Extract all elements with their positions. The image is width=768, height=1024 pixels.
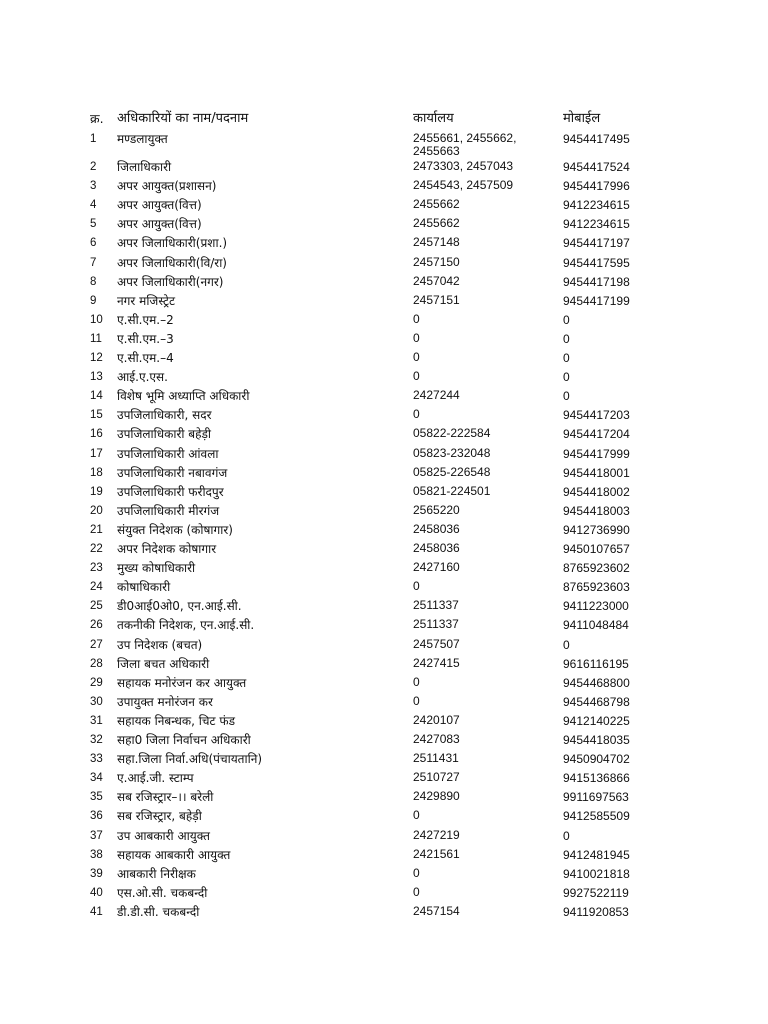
serial-number-cell: 25 (90, 600, 103, 613)
office-phone-cell: 2457154 (413, 903, 460, 918)
officer-name-cell: कोषाधिकारी (117, 580, 171, 595)
table-row (0, 389, 768, 408)
serial-number-cell: 17 (90, 447, 103, 460)
serial-number-cell: 36 (90, 810, 103, 823)
table-row (0, 733, 768, 752)
officer-name-cell: आई.ए.एस. (117, 370, 168, 385)
table-row (0, 131, 768, 158)
office-phone-cell: 0 (413, 579, 420, 594)
officer-name-cell: ए.आई.जी. स्टाम्प (117, 771, 194, 786)
serial-number-cell: 41 (90, 905, 103, 918)
officer-name-cell: अपर जिलाधिकारी(प्रशा.) (117, 236, 228, 251)
serial-number-cell: 22 (90, 543, 103, 555)
officer-name-cell: सहा0 जिला निर्वाचन अधिकारी (117, 733, 251, 747)
mobile-number-cell: 9412140225 (563, 713, 630, 728)
office-phone-cell: 2455662 (413, 197, 460, 212)
table-row (0, 198, 768, 217)
officer-name-cell: ए.सी.एम.–2 (117, 312, 174, 327)
serial-number-cell: 32 (90, 734, 103, 746)
office-phone-cell: 0 (413, 884, 420, 899)
mobile-number-cell: 0 (563, 370, 570, 385)
table-row (0, 618, 768, 637)
table-row (0, 236, 768, 255)
mobile-number-cell: 9927522119 (563, 885, 629, 900)
office-phone-cell: 2420107 (413, 712, 460, 727)
table-row (0, 332, 768, 351)
table-row (0, 294, 768, 313)
office-phone-cell: 0 (413, 311, 420, 326)
serial-number-cell: 39 (90, 867, 103, 880)
officer-name-cell: तकनीकी निदेशक, एन.आई.सी. (117, 618, 255, 633)
office-phone-cell: 2455661, 2455662, 2455663 (413, 131, 517, 158)
mobile-number-cell: 9454417996 (563, 179, 630, 194)
mobile-number-cell: 0 (563, 351, 570, 365)
serial-number-cell: 24 (90, 581, 103, 594)
table-row (0, 848, 768, 867)
table-row (0, 370, 768, 389)
officer-name-cell: उपजिलाधिकारी फरीदपुर (117, 484, 224, 499)
table-row (0, 638, 768, 657)
serial-number-cell: 37 (90, 829, 103, 842)
mobile-number-cell: 0 (563, 389, 570, 404)
mobile-number-cell: 9454418003 (563, 503, 630, 518)
office-phone-cell: 0 (413, 369, 420, 384)
officer-name-cell: एस.ओ.सी. चकबन्दी (117, 885, 208, 900)
table-row (0, 313, 768, 332)
office-phone-cell: 2455662 (413, 216, 460, 231)
table-row (0, 599, 768, 618)
officer-name-cell: डी0आई0ओ0, एन.आई.सी. (117, 599, 242, 614)
table-row (0, 886, 768, 905)
office-phone-cell: 2565220 (413, 502, 460, 517)
mobile-number-cell: 9450904702 (563, 752, 630, 767)
serial-number-cell: 20 (90, 504, 103, 517)
mobile-number-cell: 9454417495 (563, 132, 630, 146)
office-phone-cell: 2511431 (413, 751, 459, 766)
serial-number-cell: 12 (90, 352, 103, 364)
mobile-number-cell: 9454418002 (563, 484, 630, 499)
mobile-number-cell: 9411048484 (563, 618, 629, 633)
office-phone-cell: 2427160 (413, 560, 460, 575)
header-mobile: मोबाईल (563, 111, 601, 126)
office-phone-cell: 0 (413, 865, 420, 880)
office-phone-cell: 2457042 (413, 273, 460, 288)
serial-number-cell: 34 (90, 772, 103, 785)
mobile-number-cell: 9415136866 (563, 771, 630, 786)
mobile-number-cell: 9412234615 (563, 217, 630, 232)
serial-number-cell: 33 (90, 753, 103, 766)
table-row (0, 160, 768, 179)
officer-name-cell: ए.सी.एम.–3 (117, 331, 174, 346)
serial-number-cell: 4 (90, 199, 97, 212)
serial-number-cell: 6 (90, 237, 97, 250)
table-row (0, 790, 768, 809)
mobile-number-cell: 0 (563, 312, 570, 327)
mobile-number-cell: 8765923603 (563, 580, 630, 595)
office-phone-cell: 0 (413, 674, 420, 689)
office-phone-cell: 05822-222584 (413, 426, 491, 441)
mobile-number-cell: 8765923602 (563, 561, 630, 576)
office-phone-cell: 0 (413, 693, 420, 708)
mobile-number-cell: 0 (563, 637, 570, 652)
table-row (0, 485, 768, 504)
officer-name-cell: सहा.जिला निर्वा.अधि(पंचायतानि) (117, 752, 263, 767)
officer-name-cell: अपर जिलाधिकारी(नगर) (117, 274, 224, 289)
serial-number-cell: 31 (90, 714, 103, 727)
mobile-number-cell: 9911697563 (563, 790, 629, 805)
mobile-number-cell: 0 (563, 828, 570, 843)
serial-number-cell: 40 (90, 886, 103, 899)
office-phone-cell: 2458036 (413, 541, 460, 555)
office-phone-cell: 0 (413, 350, 420, 364)
serial-number-cell: 27 (90, 638, 103, 651)
table-row (0, 676, 768, 695)
table-row (0, 695, 768, 714)
table-row (0, 523, 768, 542)
officer-name-cell: उपजिलाधिकारी बहेड़ी (117, 427, 212, 442)
table-row (0, 447, 768, 466)
table-row (0, 905, 768, 924)
office-phone-cell: 2429890 (413, 789, 460, 804)
mobile-number-cell: 9454417197 (563, 236, 630, 251)
table-row (0, 275, 768, 294)
table-row (0, 351, 768, 370)
mobile-number-cell: 9411223000 (563, 599, 629, 614)
table-row (0, 427, 768, 446)
serial-number-cell: 23 (90, 562, 103, 575)
office-phone-cell: 0 (413, 407, 420, 422)
table-row (0, 256, 768, 275)
office-phone-cell: 2457150 (413, 254, 460, 269)
mobile-number-cell: 0 (563, 331, 570, 346)
serial-number-cell: 30 (90, 695, 103, 708)
mobile-number-cell: 9454417999 (563, 446, 630, 461)
mobile-number-cell: 9450107657 (563, 542, 630, 556)
office-phone-cell: 2427083 (413, 732, 460, 746)
serial-number-cell: 19 (90, 485, 103, 498)
officer-name-cell: सहायक मनोरंजन कर आयुक्त (117, 675, 247, 690)
officer-name-cell: आबकारी निरीक्षक (117, 866, 196, 881)
serial-number-cell: 8 (90, 275, 97, 288)
serial-number-cell: 28 (90, 657, 103, 670)
serial-number-cell: 35 (90, 791, 103, 804)
officer-name-cell: उपजिलाधिकारी मीरगंज (117, 503, 220, 518)
office-phone-cell: 05823-232048 (413, 445, 491, 460)
serial-number-cell: 21 (90, 523, 103, 536)
serial-number-cell: 18 (90, 466, 103, 479)
office-phone-cell: 2473303, 2457043 (413, 159, 514, 173)
mobile-number-cell: 9454417203 (563, 408, 630, 423)
table-row (0, 504, 768, 523)
office-phone-cell: 2458036 (413, 521, 460, 536)
officer-name-cell: ए.सी.एम.–4 (117, 351, 174, 365)
office-phone-cell: 2457507 (413, 636, 460, 651)
table-row (0, 809, 768, 828)
mobile-number-cell: 9411920853 (563, 904, 629, 919)
header-officer-name: अधिकारियों का नाम/पदनाम (117, 111, 249, 126)
header-office-phone: कार्यालय (413, 111, 454, 126)
table-row (0, 542, 768, 561)
table-row (0, 408, 768, 427)
table-row (0, 752, 768, 771)
officer-name-cell: उपजिलाधिकारी, सदर (117, 408, 212, 423)
table-row (0, 179, 768, 198)
mobile-number-cell: 9616116195 (563, 656, 629, 671)
officer-name-cell: अपर निदेशक कोषागार (117, 542, 217, 556)
officer-name-cell: उप निदेशक (बचत) (117, 637, 203, 652)
office-phone-cell: 2427219 (413, 827, 460, 842)
office-phone-cell: 2427415 (413, 655, 460, 670)
officer-name-cell: जिला बचत अधिकारी (117, 656, 210, 671)
officer-name-cell: अपर जिलाधिकारी(वि/रा) (117, 255, 227, 270)
serial-number-cell: 29 (90, 676, 103, 689)
office-phone-cell: 2454543, 2457509 (413, 178, 514, 193)
officer-name-cell: सब रजिस्ट्रार, बहेड़ी (117, 809, 202, 824)
table-row (0, 714, 768, 733)
header-serial-number: क्र. (90, 111, 104, 126)
table-row (0, 466, 768, 485)
office-phone-cell: 2427244 (413, 388, 460, 403)
officer-name-cell: अपर आयुक्त(प्रशासन) (117, 179, 217, 194)
officer-name-cell: जिलाधिकारी (117, 160, 172, 174)
table-row (0, 867, 768, 886)
office-phone-cell: 0 (413, 330, 420, 345)
office-phone-cell: 2457151 (413, 292, 460, 307)
table-row (0, 580, 768, 599)
officer-name-cell: मण्डलायुक्त (117, 132, 168, 146)
mobile-number-cell: 9454417198 (563, 274, 630, 289)
serial-number-cell: 3 (90, 180, 97, 193)
office-phone-cell: 05825-226548 (413, 464, 491, 479)
officer-name-cell: मुख्य कोषाधिकारी (117, 561, 196, 576)
serial-number-cell: 1 (90, 133, 97, 145)
table-row (0, 561, 768, 580)
officer-name-cell: उपायुक्त मनोरंजन कर (117, 694, 213, 709)
officer-name-cell: संयुक्त निदेशक (कोषागार) (117, 522, 233, 537)
serial-number-cell: 26 (90, 619, 103, 632)
mobile-number-cell: 9412234615 (563, 198, 630, 213)
officer-name-cell: सहायक निबन्धक, चिट फंड (117, 713, 236, 728)
serial-number-cell: 7 (90, 256, 97, 269)
serial-number-cell: 9 (90, 294, 97, 307)
mobile-number-cell: 9454417199 (563, 293, 630, 308)
table-row (0, 829, 768, 848)
officer-name-cell: अपर आयुक्त(वित्त) (117, 217, 202, 232)
mobile-number-cell: 9454468800 (563, 675, 630, 690)
serial-number-cell: 15 (90, 409, 103, 422)
officer-name-cell: उप आबकारी आयुक्त (117, 828, 210, 843)
mobile-number-cell: 9410021818 (563, 866, 630, 881)
mobile-number-cell: 9412736990 (563, 522, 630, 537)
officer-name-cell: सहायक आबकारी आयुक्त (117, 847, 231, 862)
table-row (0, 771, 768, 790)
serial-number-cell: 11 (90, 332, 102, 345)
office-phone-cell: 2510727 (413, 770, 460, 785)
mobile-number-cell: 9412481945 (563, 847, 630, 862)
serial-number-cell: 14 (90, 390, 103, 403)
officer-name-cell: सब रजिस्ट्रार–।। बरेली (117, 790, 214, 805)
office-phone-cell: 2511337 (413, 598, 459, 613)
office-phone-cell: 2457148 (413, 235, 460, 250)
officer-name-cell: डी.डी.सी. चकबन्दी (117, 904, 200, 919)
mobile-number-cell: 9454417524 (563, 160, 630, 174)
officer-name-cell: उपजिलाधिकारी नबावगंज (117, 465, 228, 480)
office-phone-cell: 2511337 (413, 617, 459, 632)
officer-name-cell: अपर आयुक्त(वित्त) (117, 198, 202, 213)
table-header-row (0, 112, 768, 131)
serial-number-cell: 13 (90, 371, 103, 384)
mobile-number-cell: 9454418035 (563, 733, 630, 747)
mobile-number-cell: 9454468798 (563, 694, 630, 709)
mobile-number-cell: 9454417595 (563, 255, 630, 270)
officer-name-cell: उपजिलाधिकारी आंवला (117, 446, 219, 461)
serial-number-cell: 5 (90, 218, 97, 231)
office-phone-cell: 2421561 (413, 846, 460, 861)
serial-number-cell: 2 (90, 161, 97, 173)
officer-name-cell: नगर मजिस्ट्रेट (117, 293, 176, 308)
serial-number-cell: 16 (90, 428, 103, 441)
serial-number-cell: 10 (90, 313, 103, 326)
table-row (0, 217, 768, 236)
office-phone-cell: 05821-224501 (413, 483, 491, 498)
officer-name-cell: विशेष भूमि अध्याप्ति अधिकारी (117, 389, 250, 404)
serial-number-cell: 38 (90, 848, 103, 861)
mobile-number-cell: 9454418001 (563, 465, 630, 480)
mobile-number-cell: 9412585509 (563, 809, 630, 824)
office-phone-cell: 0 (413, 808, 420, 823)
table-row (0, 657, 768, 676)
mobile-number-cell: 9454417204 (563, 427, 630, 442)
